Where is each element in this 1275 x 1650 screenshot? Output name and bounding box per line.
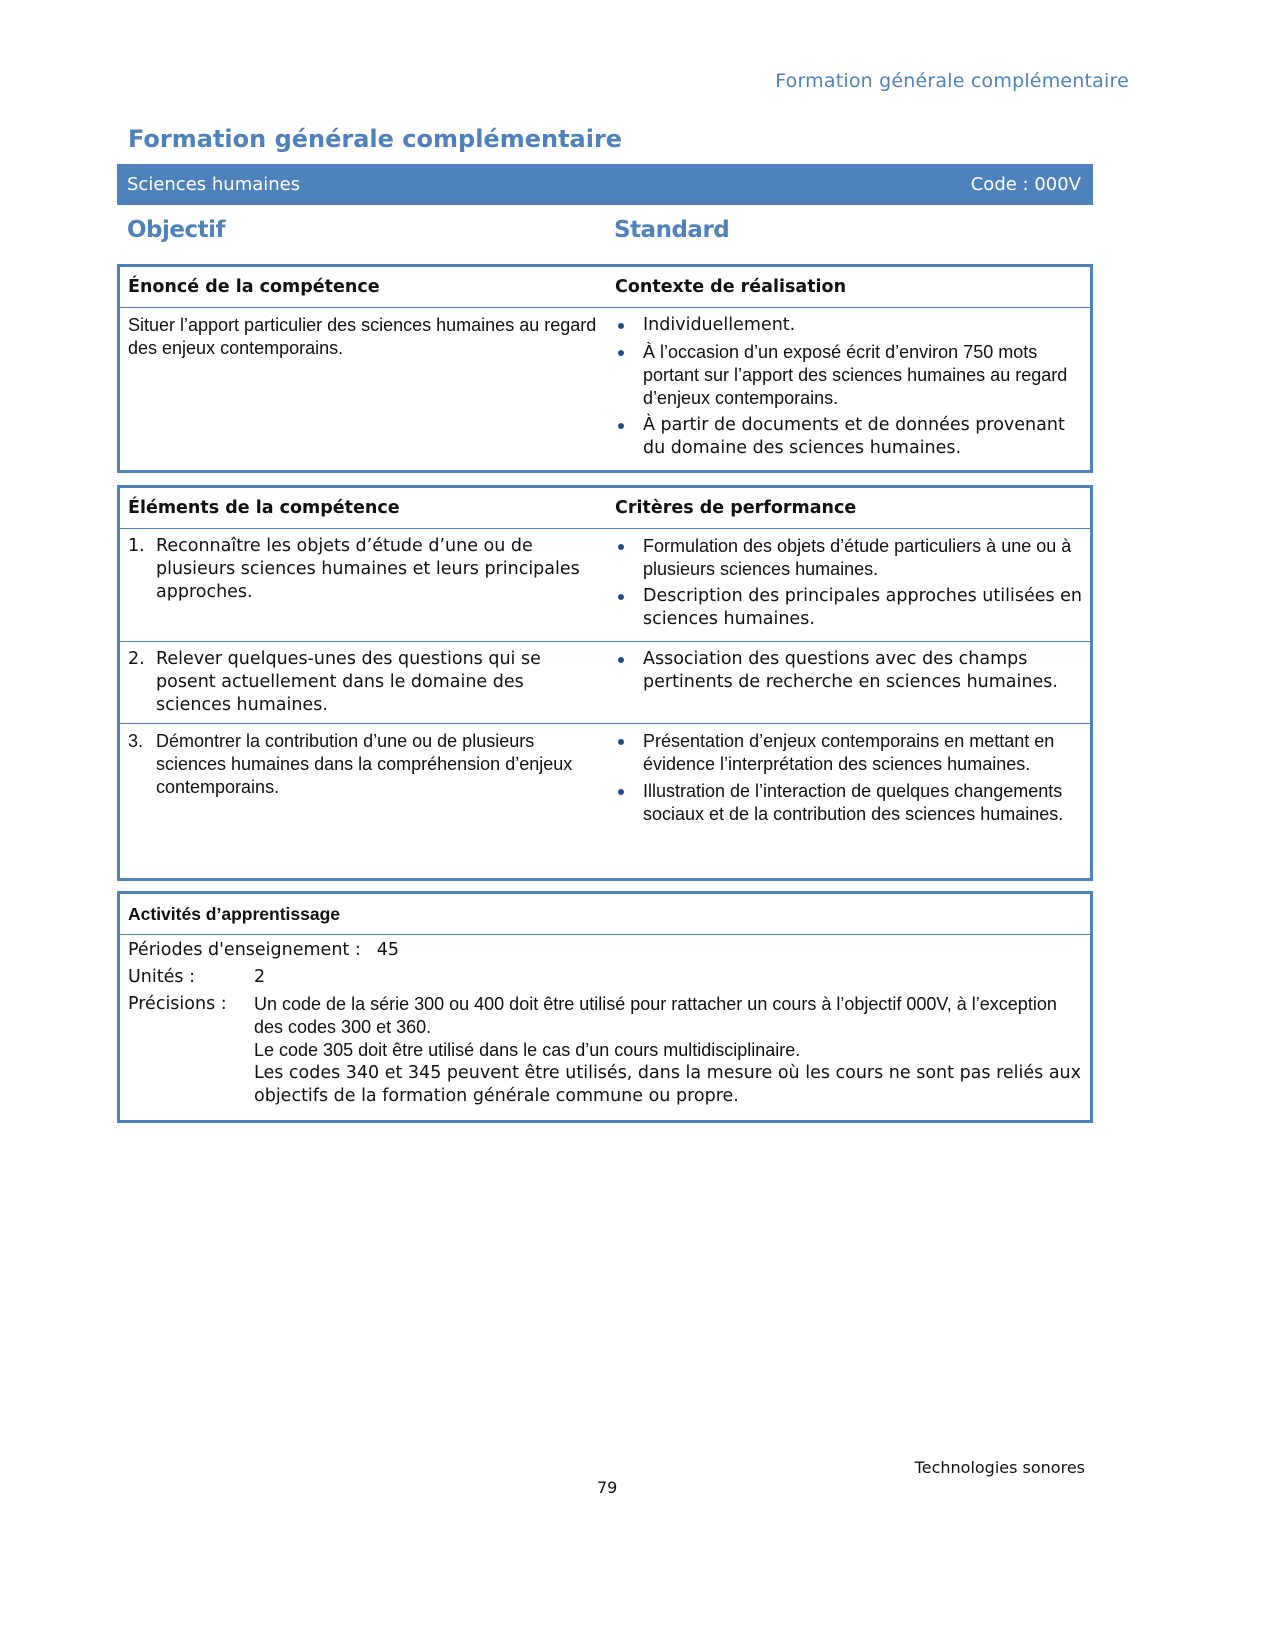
units-value: 2 [254,967,266,987]
statement-header: Énoncé de la compétence [128,277,380,297]
elements-table [117,485,1093,881]
list-item: Individuellement. [615,314,1082,337]
standard-heading: Standard [614,217,730,243]
table-row [120,724,1090,878]
list-item: Description des principales approches utilisées en sciences humaines. [615,585,1082,631]
footer-program: Technologies sonores [914,1458,1085,1477]
page-title: Formation générale complémentaire [128,125,623,153]
periods-row [128,939,1082,962]
list-item: Présentation d’enjeux contemporains en mettant en évidence l’interprétation des sciences humaines. [615,730,1082,776]
criteria-list [615,648,1082,694]
table-row [120,308,1090,470]
activities-table [117,891,1093,1123]
context-header: Contexte de réalisation [615,277,847,297]
precisions-row [128,993,1082,1108]
list-item: À l’occasion d’un exposé écrit d’environ 750 mots portant sur l’apport des sciences humaines au regard d’enjeux contemporains. [615,341,1082,410]
subject-band [117,164,1093,205]
elements-header: Éléments de la compétence [128,498,400,518]
activities-body [120,935,1090,1120]
units-label: Unités : [128,967,195,987]
table-header-row [120,894,1090,935]
precisions-text: Un code de la série 300 ou 400 doit être utilisé pour rattacher un cours à l’objectif 000V, à l’exception des codes 300 et 360. Le code 305 doit être utilisé dans le cas d’un cours multidisciplinaire. Les codes 340 et 345 peuvent être utilisés, dans la mesure où les cours ne sont pas reliés aux objectifs de la formation générale commune ou propre. [254,994,1082,1106]
competence-table [117,264,1093,473]
precisions-label: Précisions : [128,994,227,1014]
table-header-row [120,488,1090,529]
page-number: 79 [597,1478,618,1497]
periods-label: Périodes d'enseignement : [128,940,361,960]
table-row [120,642,1090,724]
element-item: 1. Reconnaître les objets d’étude d’une ou de plusieurs sciences humaines et leurs principales approches. [128,536,580,602]
criteria-header: Critères de performance [615,498,857,518]
list-item: Association des questions avec des champs pertinents de recherche en sciences humaines. [615,648,1082,694]
periods-value: 45 [376,940,400,960]
activities-header: Activités d’apprentissage [128,904,341,924]
objective-heading: Objectif [127,217,226,243]
element-item: 3. Démontrer la contribution d’une ou de plusieurs sciences humaines dans la compréhension d’enjeux contemporains. [128,731,573,797]
table-header-row [120,267,1090,308]
list-item: Formulation des objets d’étude particuliers à une ou à plusieurs sciences humaines. [615,535,1082,581]
criteria-list [615,535,1082,631]
units-row [128,966,1082,989]
competence-statement: Situer l’apport particulier des sciences humaines au regard des enjeux contemporains. [128,315,597,358]
criteria-list [615,730,1082,826]
column-headings [117,217,1093,243]
element-item: 2. Relever quelques-unes des questions qui se posent actuellement dans le domaine des sciences humaines. [128,649,541,715]
running-header: Formation générale complémentaire [775,70,1129,92]
table-row [120,529,1090,642]
subject-code: Code : 000V [970,174,1081,195]
list-item: À partir de documents et de données provenant du domaine des sciences humaines. [615,414,1082,460]
subject-name: Sciences humaines [127,174,301,195]
context-list [615,314,1082,460]
list-item: Illustration de l’interaction de quelques changements sociaux et de la contribution des sciences humaines. [615,780,1082,826]
